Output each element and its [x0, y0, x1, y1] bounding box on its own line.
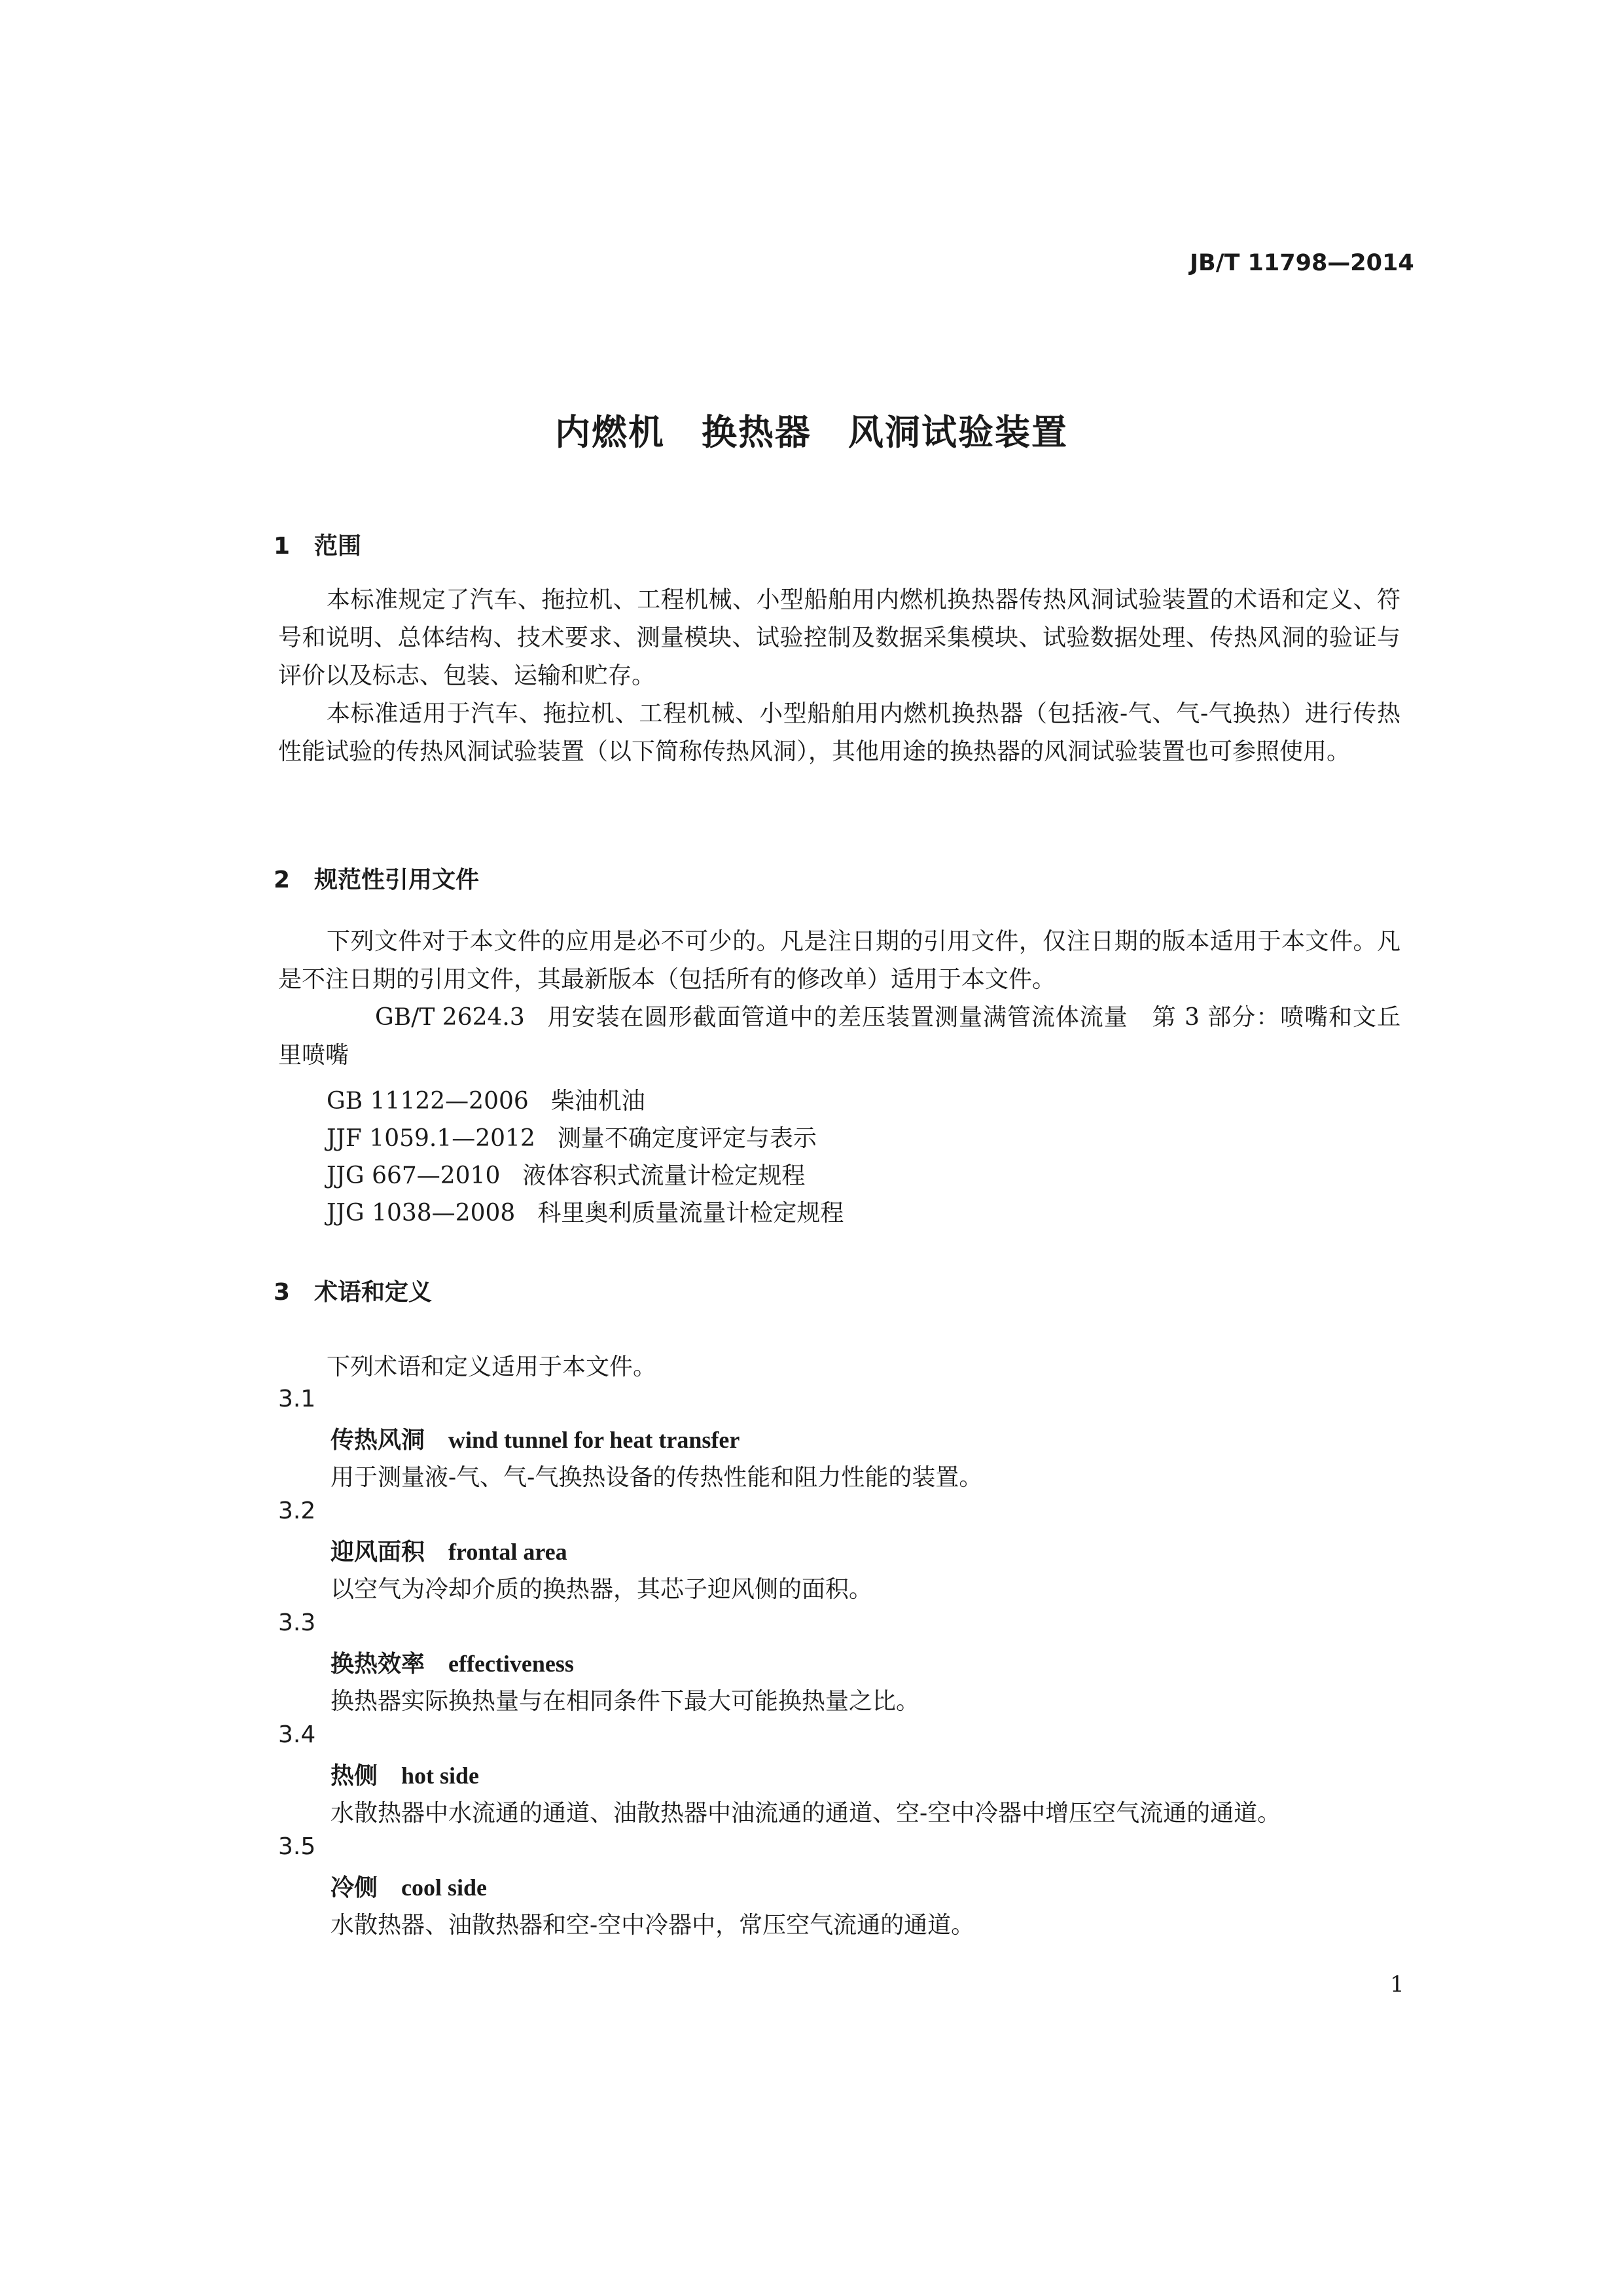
- section-title: 范围: [314, 533, 362, 560]
- term-name-en: frontal area: [448, 1539, 567, 1565]
- term-name-en: effectiveness: [448, 1651, 574, 1677]
- term-definition: 换热器实际换热量与在相同条件下最大可能换热量之比。: [330, 1688, 920, 1715]
- term-number: 3.5: [278, 1833, 316, 1860]
- term-number: 3.2: [278, 1498, 316, 1524]
- section-title: 术语和定义: [314, 1279, 433, 1306]
- reference-item: [327, 1194, 844, 1228]
- reference-code: GB/T 2624.3: [375, 1004, 525, 1031]
- reference-item: [327, 1083, 645, 1116]
- reference-code: GB 11122—2006: [327, 1088, 529, 1115]
- reference-item: [327, 1120, 817, 1153]
- reference-title: 柴油机油: [550, 1088, 645, 1115]
- section-number: 1: [274, 533, 291, 560]
- term-name-en: wind tunnel for heat transfer: [448, 1427, 740, 1453]
- term-name-en: hot side: [401, 1763, 480, 1789]
- term-definition: 用于测量液-气、气-气换热设备的传热性能和阻力性能的装置。: [330, 1464, 983, 1491]
- section-1-paragraph-2: 本标准适用于汽车、拖拉机、工程机械、小型船舶用内燃机换热器（包括液-气、气-气换热）进行传热性能试验的传热风洞试验装置（以下简称传热风洞），其他用途的换热器的风洞试验装置也可参照使用。: [278, 700, 1400, 765]
- reference-title: 科里奥利质量流量计检定规程: [537, 1200, 844, 1227]
- reference-code: JJF 1059.1—2012: [327, 1125, 535, 1152]
- section-3-heading: [274, 1274, 432, 1307]
- document-title: 内燃机 换热器 风洞试验装置: [555, 412, 1068, 453]
- section-1-paragraph-1: 本标准规定了汽车、拖拉机、工程机械、小型船舶用内燃机换热器传热风洞试验装置的术语和定义、符号和说明、总体结构、技术要求、测量模块、试验控制及数据采集模块、试验数据处理、传热风洞的验证与评价以及标志、包装、运输和贮存。: [278, 586, 1400, 689]
- section-number: 2: [274, 867, 291, 893]
- section-3-intro: 下列术语和定义适用于本文件。: [327, 1354, 657, 1380]
- term-name: [330, 1534, 567, 1567]
- section-2-paragraph-1: 下列文件对于本文件的应用是必不可少的。凡是注日期的引用文件，仅注日期的版本适用于本文件。凡是不注日期的引用文件，其最新版本（包括所有的修改单）适用于本文件。: [278, 928, 1400, 993]
- term-name-zh: 迎风面积: [330, 1538, 425, 1566]
- page-number: 1: [1390, 1971, 1404, 1998]
- term-name: [330, 1757, 479, 1791]
- term-number: 3.1: [278, 1386, 316, 1412]
- section-number: 3: [274, 1279, 291, 1306]
- reference-title: 用安装在圆形截面管道中的差压装置测量满管流体流量 第 3 部分：喷嘴和文丘里喷嘴: [278, 1004, 1400, 1069]
- term-name-zh: 热侧: [330, 1762, 378, 1789]
- reference-item: [327, 1157, 805, 1191]
- document-code: JB/T 11798—2014: [1190, 250, 1414, 276]
- term-name: [330, 1422, 740, 1455]
- term-number: 3.4: [278, 1721, 316, 1748]
- section-2-heading: [274, 861, 479, 895]
- section-1-heading: [274, 528, 361, 561]
- term-name-zh: 传热风洞: [330, 1426, 425, 1454]
- term-name: [330, 1645, 574, 1679]
- term-number: 3.3: [278, 1609, 316, 1636]
- section-title: 规范性引用文件: [314, 867, 480, 893]
- term-definition: 以空气为冷却介质的换热器，其芯子迎风侧的面积。: [330, 1576, 873, 1603]
- term-name-zh: 换热效率: [330, 1650, 425, 1677]
- term-definition: 水散热器、油散热器和空-空中冷器中，常压空气流通的通道。: [330, 1912, 975, 1939]
- term-definition: 水散热器中水流通的通道、油散热器中油流通的通道、空-空中冷器中增压空气流通的通道。: [330, 1800, 1281, 1827]
- reference-title: 测量不确定度评定与表示: [557, 1125, 817, 1152]
- reference-item: [278, 999, 1400, 1075]
- reference-title: 液体容积式流量计检定规程: [522, 1162, 806, 1189]
- reference-code: JJG 1038—2008: [327, 1200, 516, 1227]
- term-name: [330, 1869, 487, 1903]
- term-name-en: cool side: [401, 1874, 488, 1901]
- term-name-zh: 冷侧: [330, 1874, 378, 1901]
- reference-code: JJG 667—2010: [327, 1162, 501, 1189]
